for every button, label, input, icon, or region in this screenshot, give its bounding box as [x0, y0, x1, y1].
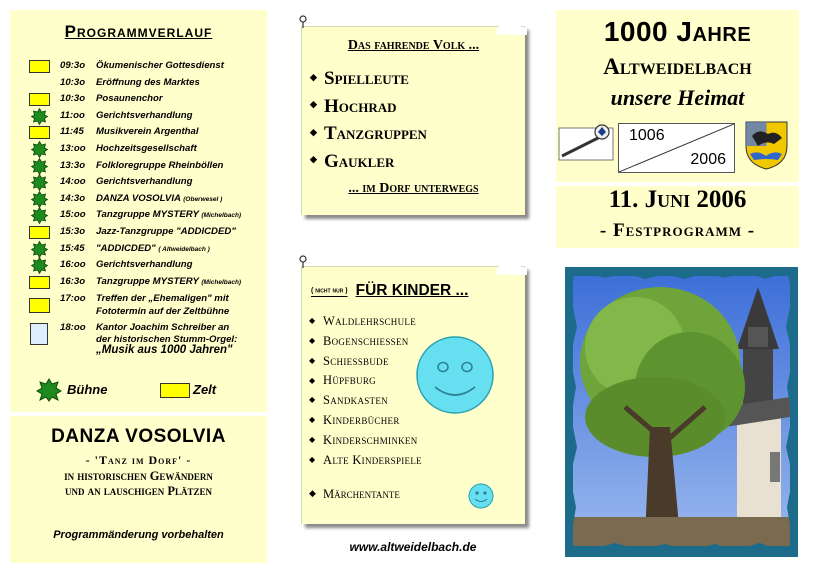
- kinder-item-label: Kinderschminken: [323, 432, 418, 447]
- program-time: 14:oo: [60, 176, 86, 188]
- program-text: [90, 274, 264, 292]
- program-text: [90, 75, 264, 93]
- program-marker: [28, 75, 50, 91]
- volk-item: [310, 120, 427, 148]
- kinder-item-label: Bogenschiessen: [323, 333, 409, 348]
- buehne-star-icon: [31, 191, 48, 208]
- program-title-3: „Musik aus 1000 Jahren": [96, 344, 233, 357]
- paper-curl-icon: [497, 261, 527, 275]
- diamond-bullet-icon: ◆: [309, 336, 316, 346]
- diamond-bullet-icon: ◆: [310, 154, 317, 165]
- program-note: (Oberwesel ): [183, 195, 223, 203]
- program-text: [90, 322, 264, 357]
- program-marker: [28, 241, 50, 257]
- pin-icon: [298, 15, 308, 29]
- diamond-bullet-icon: ◆: [309, 454, 316, 464]
- program-time: 16:oo: [60, 259, 86, 271]
- danza-description: [10, 469, 267, 499]
- program-item: [28, 91, 264, 108]
- title-1000-jahre: 1000 Jahre: [603, 16, 752, 47]
- buehne-star-icon: [36, 378, 62, 402]
- program-title-2: der historischen Stumm-Orgel:: [96, 333, 238, 345]
- program-marker: [28, 257, 50, 273]
- program-marker: [28, 207, 50, 223]
- zelt-box-icon: [29, 276, 50, 289]
- danza-line-2: und an lauschigen Plätzen: [64, 484, 213, 498]
- program-title: Tanzgruppe MYSTERY: [96, 275, 199, 287]
- program-marker: [28, 274, 50, 290]
- kinder-item-label: Waldlehrschule: [323, 314, 416, 328]
- program-text: [90, 158, 264, 176]
- program-title: Gerichtsverhandlung: [96, 109, 193, 121]
- program-item: [28, 75, 264, 92]
- program-item: [28, 322, 264, 356]
- program-text: [90, 58, 264, 76]
- program-item: [28, 141, 264, 158]
- program-marker: [28, 91, 50, 107]
- program-text: [90, 290, 264, 318]
- program-item: [28, 290, 264, 322]
- pin-icon: [298, 255, 308, 269]
- kinder-heading: [311, 282, 468, 300]
- church-photo: [565, 267, 798, 557]
- program-item: [28, 274, 264, 291]
- volk-item-label: Hochrad: [324, 95, 397, 117]
- program-title: Ökumenischer Gottesdienst: [96, 60, 224, 71]
- diamond-bullet-icon: ◆: [309, 435, 316, 444]
- diamond-bullet-icon: ◆: [309, 355, 316, 365]
- program-time: 15:45: [60, 242, 85, 254]
- kinder-item: [309, 352, 422, 372]
- program-time: 11:oo: [60, 109, 85, 121]
- program-list: [28, 58, 264, 356]
- program-marker: [28, 141, 50, 157]
- program-legend: [32, 378, 262, 402]
- diamond-bullet-icon: ◆: [310, 99, 317, 110]
- program-text: [90, 108, 264, 126]
- program-item: [28, 241, 264, 258]
- program-item: [28, 158, 264, 175]
- kinder-item-label: Alte Kinderspiele: [323, 452, 422, 467]
- program-marker: [28, 290, 50, 306]
- zelt-box-icon: [160, 383, 190, 398]
- program-text: [90, 174, 264, 192]
- diamond-bullet-icon: ◆: [310, 126, 317, 137]
- small-smiley-icon: [468, 483, 494, 509]
- program-change-note: Programmänderung vorbehalten: [53, 529, 224, 541]
- kinder-item: [309, 451, 422, 471]
- program-text: [90, 257, 264, 275]
- diamond-bullet-icon: ◆: [309, 375, 316, 385]
- program-title: "ADDICDED": [96, 242, 156, 254]
- zelt-box-icon: [29, 226, 50, 239]
- program-marker: [28, 158, 50, 174]
- buehne-star-icon: [31, 174, 48, 191]
- program-heading: Programmverlauf: [64, 22, 213, 41]
- maerchentante-label: Märchentante: [323, 487, 400, 501]
- program-item: [28, 58, 264, 75]
- program-title: Posaunenchor: [96, 93, 163, 105]
- program-title: Eröffnung des Marktes: [96, 76, 200, 88]
- danza-panel: [10, 416, 267, 563]
- kinder-item: [309, 371, 422, 391]
- buehne-star-icon: [31, 257, 48, 274]
- program-title-2: Fototermin auf der Zeltbühne: [96, 306, 230, 318]
- website-link[interactable]: www.altweidelbach.de: [349, 540, 477, 554]
- program-item: [28, 257, 264, 274]
- program-item: [28, 207, 264, 224]
- program-time: 15:oo: [60, 209, 86, 221]
- volk-heading: Das fahrende Volk ...: [347, 38, 480, 53]
- program-item: [28, 191, 264, 208]
- program-time: 13:3o: [60, 159, 86, 171]
- program-item: [28, 124, 264, 141]
- danza-subtitle: - 'Tanz im Dorf' -: [85, 453, 192, 467]
- volk-item: [310, 148, 427, 176]
- program-title: DANZA VOSOLVIA: [96, 192, 181, 204]
- program-marker: [28, 322, 50, 338]
- kinder-item: [309, 312, 422, 332]
- volk-footer: ... im Dorf unterwegs: [348, 181, 479, 196]
- kinder-title: FÜR KINDER ...: [355, 282, 469, 299]
- program-marker: [28, 174, 50, 190]
- program-time: 10:3o: [60, 93, 86, 105]
- volk-list: [310, 65, 427, 175]
- program-marker: [28, 58, 50, 74]
- kinder-item: [309, 431, 422, 451]
- kinder-item: [309, 332, 422, 352]
- buehne-star-icon: [31, 158, 48, 175]
- program-text: [90, 241, 264, 259]
- program-text: [90, 91, 264, 109]
- danza-title: DANZA VOSOLVIA: [51, 426, 226, 447]
- kinder-item-label: Sandkasten: [323, 393, 388, 408]
- smiley-icon: [415, 335, 495, 415]
- program-text: [90, 207, 264, 225]
- program-title: Kantor Joachim Schreiber an: [96, 322, 230, 334]
- festival-name: - Festprogramm -: [599, 220, 756, 241]
- diamond-bullet-icon: ◆: [309, 316, 316, 326]
- buehne-star-icon: [31, 241, 48, 258]
- program-marker: [28, 224, 50, 240]
- buehne-star-icon: [31, 207, 48, 224]
- program-marker: [28, 108, 50, 124]
- legend-zelt-label: Zelt: [193, 382, 217, 397]
- year-start: 1006: [629, 127, 665, 144]
- maerchentante-item: [309, 487, 400, 502]
- kinder-item-label: Hüpfburg: [323, 373, 376, 388]
- program-note: (Michelbach): [201, 212, 242, 220]
- program-note: ( Altweidelbach ): [158, 245, 210, 253]
- program-panel: [10, 10, 267, 412]
- kinder-item: [309, 391, 422, 411]
- zelt-box-icon: [29, 126, 50, 139]
- program-time: 15:3o: [60, 225, 86, 237]
- program-title: Gerichtsverhandlung: [96, 259, 193, 271]
- program-title: Folkloregruppe Rheinböllen: [96, 159, 224, 171]
- title-unsere-heimat: unsere Heimat: [610, 85, 745, 110]
- program-time: 14:3o: [60, 192, 86, 204]
- year-end: 2006: [690, 151, 726, 168]
- program-item: [28, 174, 264, 191]
- program-time: 18:oo: [60, 322, 86, 334]
- buehne-star-icon: [31, 141, 48, 158]
- diamond-bullet-icon: ◆: [309, 395, 316, 405]
- buehne-star-icon: [31, 108, 48, 125]
- kinder-list: [309, 312, 422, 470]
- festival-date: 11. Juni 2006: [608, 186, 747, 213]
- program-time: 13:oo: [60, 142, 86, 154]
- zelt-box-icon: [29, 93, 50, 106]
- diamond-bullet-icon: ◆: [310, 71, 317, 82]
- volk-item: [310, 93, 427, 121]
- volk-item: [310, 65, 427, 93]
- title-altweidelbach: Altweidelbach: [603, 54, 752, 79]
- years-box: [618, 123, 735, 173]
- program-title: Musikverein Argenthal: [96, 126, 199, 138]
- program-time: 16:3o: [60, 275, 86, 287]
- volk-item-label: Spielleute: [324, 68, 409, 89]
- program-text: [90, 224, 264, 242]
- legend-buehne-label: Bühne: [67, 382, 108, 397]
- title-panel: [556, 10, 799, 182]
- program-title: Hochzeitsgesellschaft: [96, 142, 197, 154]
- program-text: [90, 191, 264, 209]
- diamond-bullet-icon: ◆: [309, 415, 316, 425]
- zelt-box-icon: [29, 60, 50, 73]
- program-item: [28, 224, 264, 241]
- kinder-item-label: Schiessbude: [323, 353, 389, 368]
- program-marker: [28, 124, 50, 140]
- program-marker: [28, 191, 50, 207]
- organ-image-icon: [30, 323, 48, 345]
- program-time: 09:3o: [60, 60, 86, 71]
- kinder-item: [309, 411, 422, 431]
- kinder-note: [301, 266, 525, 524]
- volk-item-label: Gaukler: [324, 150, 395, 172]
- program-title: Tanzgruppe MYSTERY: [96, 209, 199, 221]
- kinder-prefix: ( nicht nur ): [311, 287, 348, 295]
- date-panel: [556, 186, 799, 248]
- zelt-box-icon: [29, 298, 50, 313]
- program-time: 11:45: [60, 126, 84, 138]
- program-title: Jazz-Tanzgruppe "ADDICDED": [96, 225, 236, 237]
- paper-curl-icon: [497, 21, 527, 35]
- program-text: [90, 124, 264, 142]
- program-time: 10:3o: [60, 76, 86, 88]
- program-item: [28, 108, 264, 125]
- fahrende-volk-note: [301, 26, 525, 215]
- program-title: Treffen der „Ehemaligen" mit: [96, 293, 229, 305]
- diamond-bullet-icon: ◆: [309, 487, 316, 498]
- kinder-item-label: Kinderbücher: [323, 412, 400, 427]
- anniversary-logo-icon: [558, 122, 614, 162]
- program-title: Gerichtsverhandlung: [96, 176, 193, 188]
- coat-of-arms-icon: [744, 120, 789, 170]
- program-time: 17:oo: [60, 293, 86, 305]
- program-note: (Michelbach): [201, 278, 242, 286]
- volk-item-label: Tanzgruppen: [324, 123, 427, 144]
- program-text: [90, 141, 264, 159]
- danza-line-1: in historischen Gewändern: [64, 469, 213, 483]
